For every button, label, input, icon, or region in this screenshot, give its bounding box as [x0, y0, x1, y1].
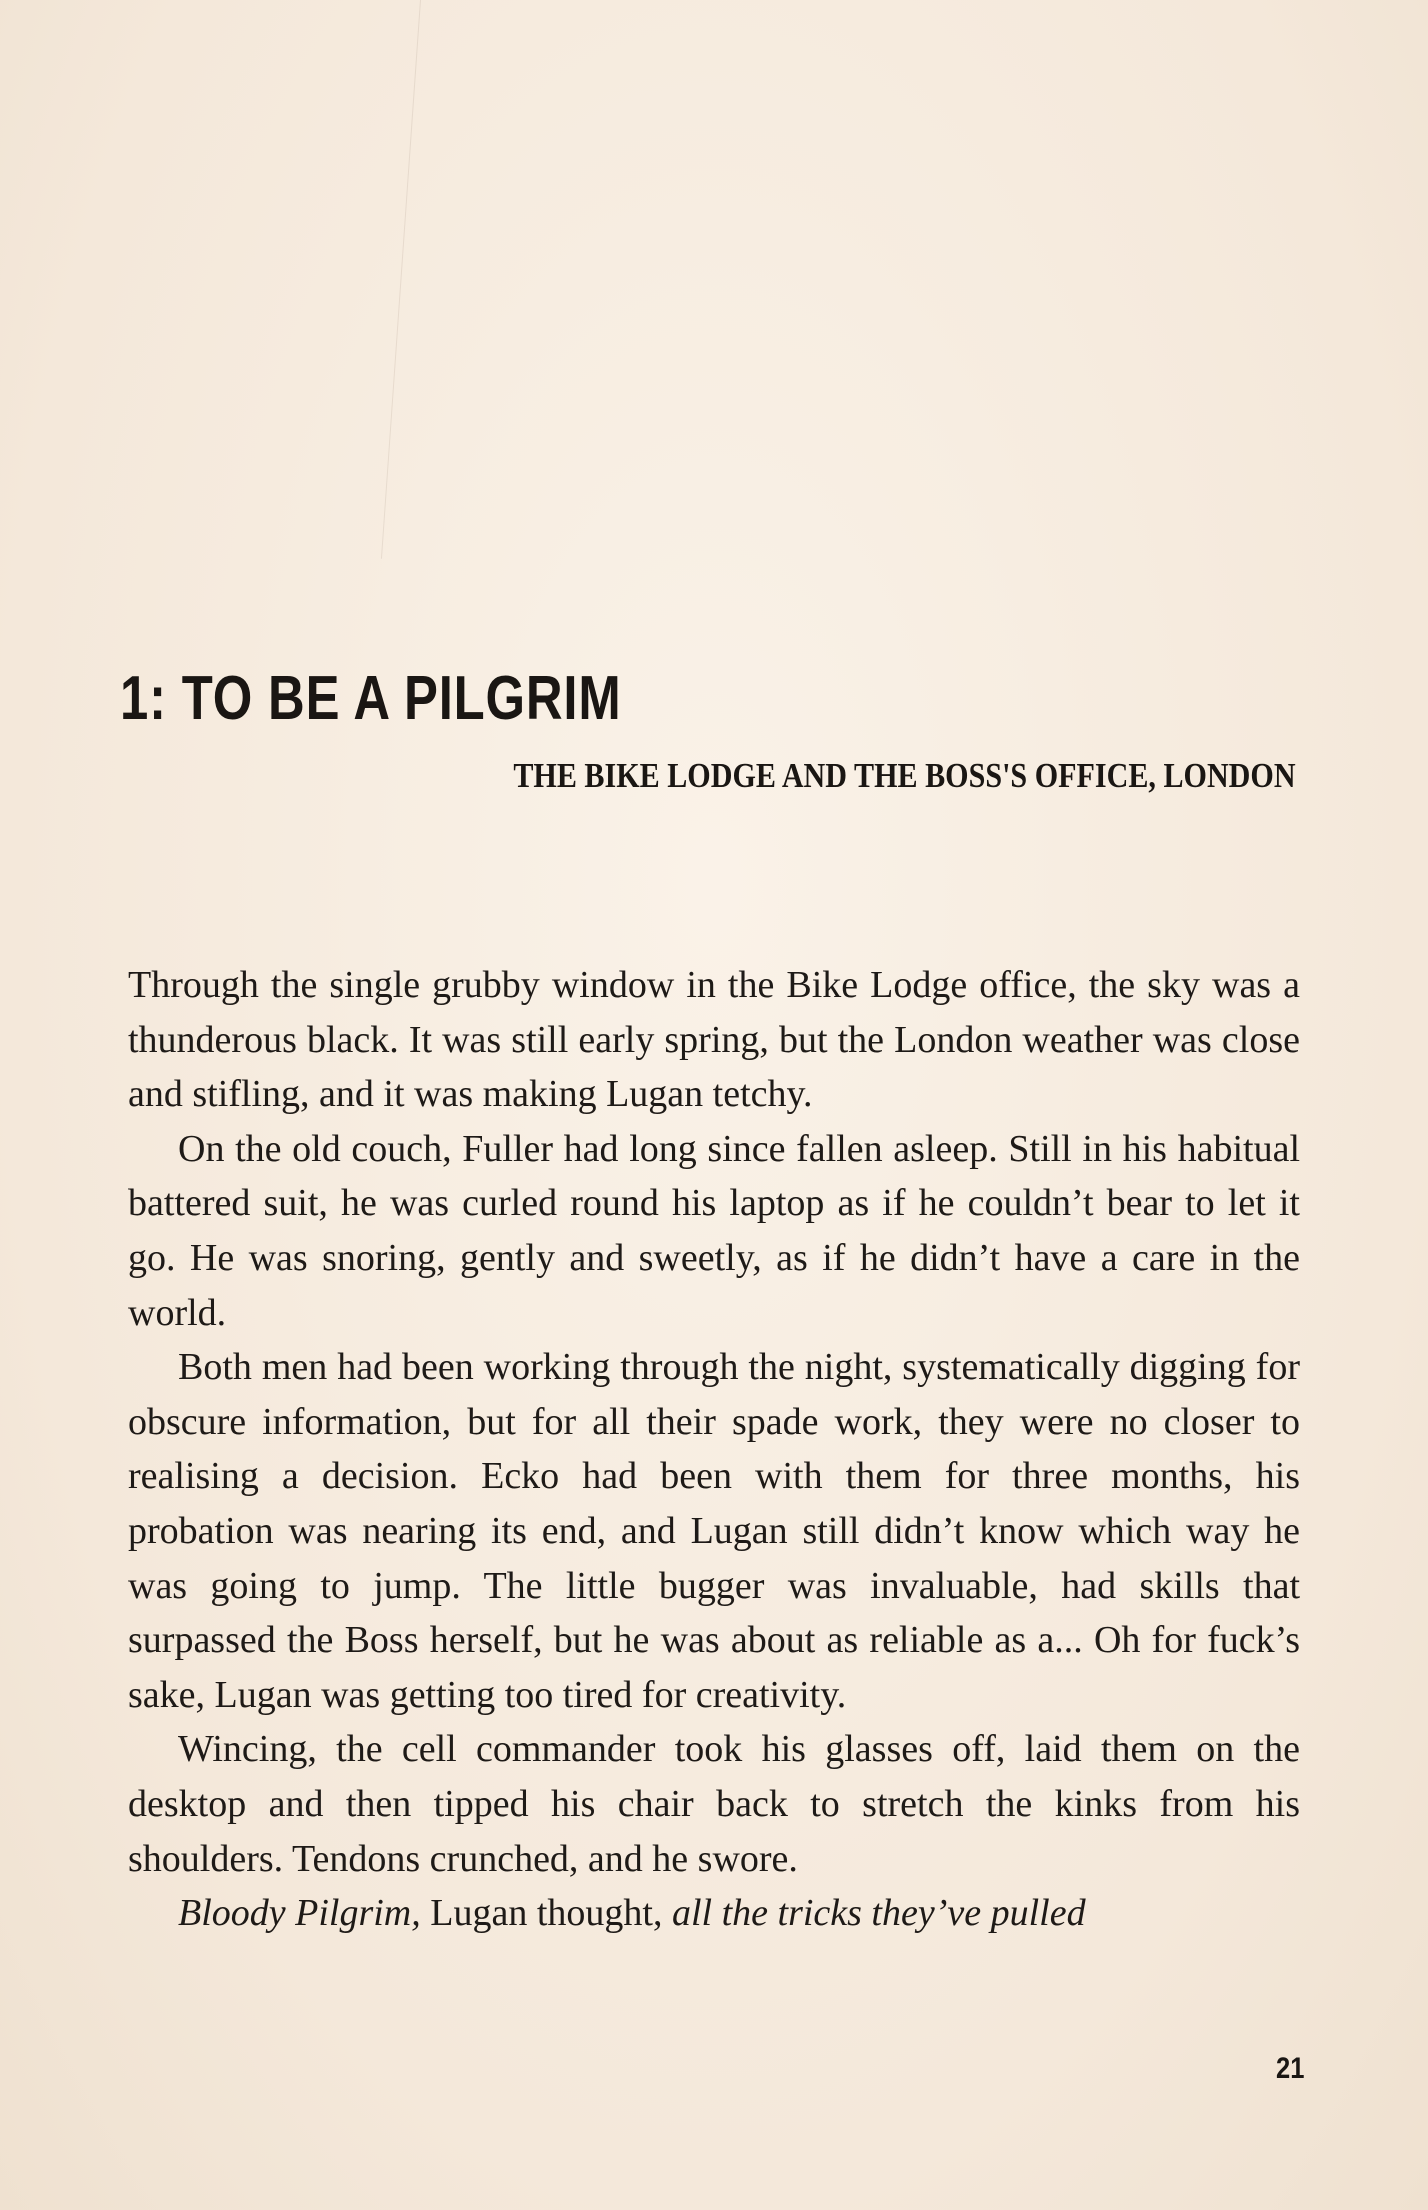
- body-paragraph: Wincing, the cell commander took his glasses off, laid them on the desktop and then tipped his chair back to stretch the kinks from his shoulders. Tendons crunched, and he swore.: [128, 1728, 1300, 1880]
- italic-phrase: Bloody Pilgrim,: [178, 1892, 421, 1935]
- chapter-location-subtitle: THE BIKE LODGE AND THE BOSS'S OFFICE, LONDON: [513, 756, 1296, 795]
- body-paragraph: Through the single grubby window in the Bike Lodge office, the sky was a thunderous black. It was still early spring, but the London weather was close and stifling, and it was making Lugan tetchy.: [128, 964, 1300, 1116]
- body-paragraph: Both men had been working through the night, systematically digging for obscure information, but for all their spade work, they were no closer to realising a decision. Ecko had been with them for three months, his probation was nearing its end, and Lugan still didn’t know which way he was going to jump. The little bugger was invaluable, had skills that surpassed the Boss herself, but he was about as reliable as a... Oh for fuck’s sake, Lugan was getting too tired for creativity.: [128, 1346, 1300, 1716]
- plain-phrase: Lugan thought,: [420, 1892, 672, 1935]
- body-paragraph-last: [128, 1886, 1300, 1941]
- chapter-title: 1: TO BE A PILGRIM: [120, 664, 622, 733]
- page-number: 21: [1275, 2052, 1304, 2085]
- chapter-body-text: [128, 958, 1300, 1941]
- italic-phrase: all the tricks they’ve pulled: [671, 1892, 1086, 1935]
- page-crease: [381, 0, 421, 559]
- body-paragraph: On the old couch, Fuller had long since fallen asleep. Still in his habitual battered suit, he was curled round his laptop as if he couldn’t bear to let it go. He was snoring, gently and sweetly, as if he didn’t have a care in the world.: [128, 1127, 1300, 1334]
